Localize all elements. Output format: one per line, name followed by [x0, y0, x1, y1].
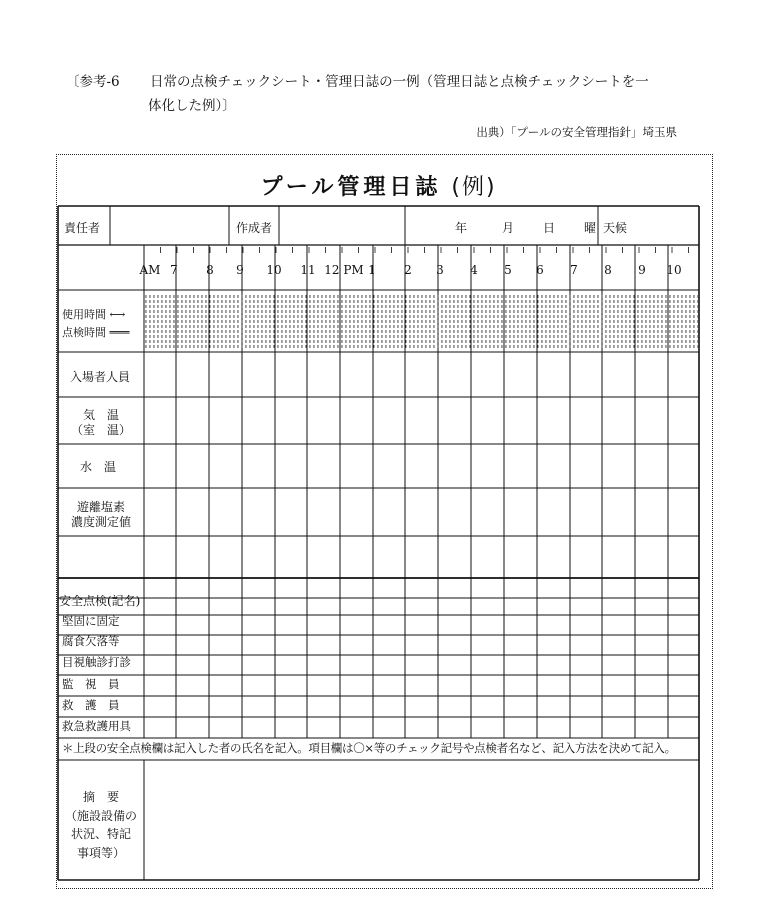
year-label: 年: [455, 221, 468, 235]
time-tick-15: 9: [638, 263, 646, 277]
time-tick-14: 8: [604, 263, 612, 277]
time-hatch-area: [145, 294, 698, 350]
month-label: 月: [502, 221, 515, 235]
time-tick-9: 3: [436, 263, 444, 277]
safety-item-0: 堅固に固定: [62, 614, 120, 628]
weather-label: 天候: [603, 221, 628, 235]
summary-label: [58, 788, 144, 862]
time-tick-1: 7: [170, 263, 178, 277]
caption-text-1: 日常の点検チェックシート・管理日誌の一例（管理日誌と点検チェックシートを一: [150, 74, 649, 90]
weekday-label: 曜: [584, 221, 597, 235]
safety-item-1: 腐食欠落等: [62, 634, 120, 648]
time-tick-2: 8: [206, 263, 214, 277]
air-temp-line-2: （室 温）: [70, 423, 131, 437]
inspection-time-label: 点検時間 ═══: [62, 326, 130, 339]
form-note: ＊上段の安全点検欄は記入した者の氏名を記入。項目欄は〇×等のチェック記号や点検者名など、記入方法を決めて記入。: [62, 741, 676, 755]
time-tick-12: 6: [536, 263, 544, 277]
summary-line-1: 摘 要: [82, 790, 119, 804]
time-tick-6: 12 PM: [324, 263, 364, 277]
form-title-text: プール管理日誌: [260, 175, 442, 200]
safety-item-3: 監 視 員: [62, 677, 120, 691]
time-tick-8: 2: [404, 263, 412, 277]
time-tick-10: 4: [470, 263, 478, 277]
time-tick-4: 10: [266, 263, 282, 277]
chlorine-label: [58, 500, 144, 530]
time-tick-5: 11: [300, 263, 316, 277]
chlorine-line-2: 濃度測定値: [70, 515, 131, 529]
responsible-label: 責任者: [64, 221, 101, 235]
safety-item-5: 救急救護用具: [62, 719, 131, 733]
air-temp-label: [58, 408, 144, 438]
summary-line-3: 状況、特記: [70, 827, 131, 842]
chlorine-line-1: 遊離塩素: [76, 500, 125, 514]
time-tick-13: 7: [570, 263, 578, 277]
entrants-label: 入場者人員: [70, 370, 131, 384]
safety-item-4: 救 護 員: [62, 698, 120, 712]
caption-number: 〔参考-6: [66, 74, 120, 90]
author-label: 作成者: [236, 221, 273, 235]
air-temp-line-1: 気 温: [82, 408, 119, 422]
source-note: 出典）「プールの安全管理指針」埼玉県: [476, 125, 677, 139]
water-temp-label: 水 温: [80, 460, 117, 474]
caption-line-2: 体化した例）〕: [148, 98, 236, 114]
time-tick-11: 5: [504, 263, 512, 277]
usage-time-label: 使用時間 ⟷: [62, 308, 126, 321]
time-tick-7: 1: [368, 263, 376, 277]
summary-line-4: 事項等）: [76, 845, 125, 860]
time-tick-16: 10: [666, 263, 682, 277]
safety-header: 安全点検(記名): [59, 594, 141, 608]
safety-item-2: 目視触診打診: [62, 655, 131, 669]
time-tick-3: 9: [236, 263, 244, 277]
time-tick-0: AM: [139, 263, 161, 277]
day-label: 日: [543, 221, 556, 235]
form-title-paren: (例): [451, 175, 497, 200]
summary-line-2: （施設設備の: [64, 808, 137, 823]
